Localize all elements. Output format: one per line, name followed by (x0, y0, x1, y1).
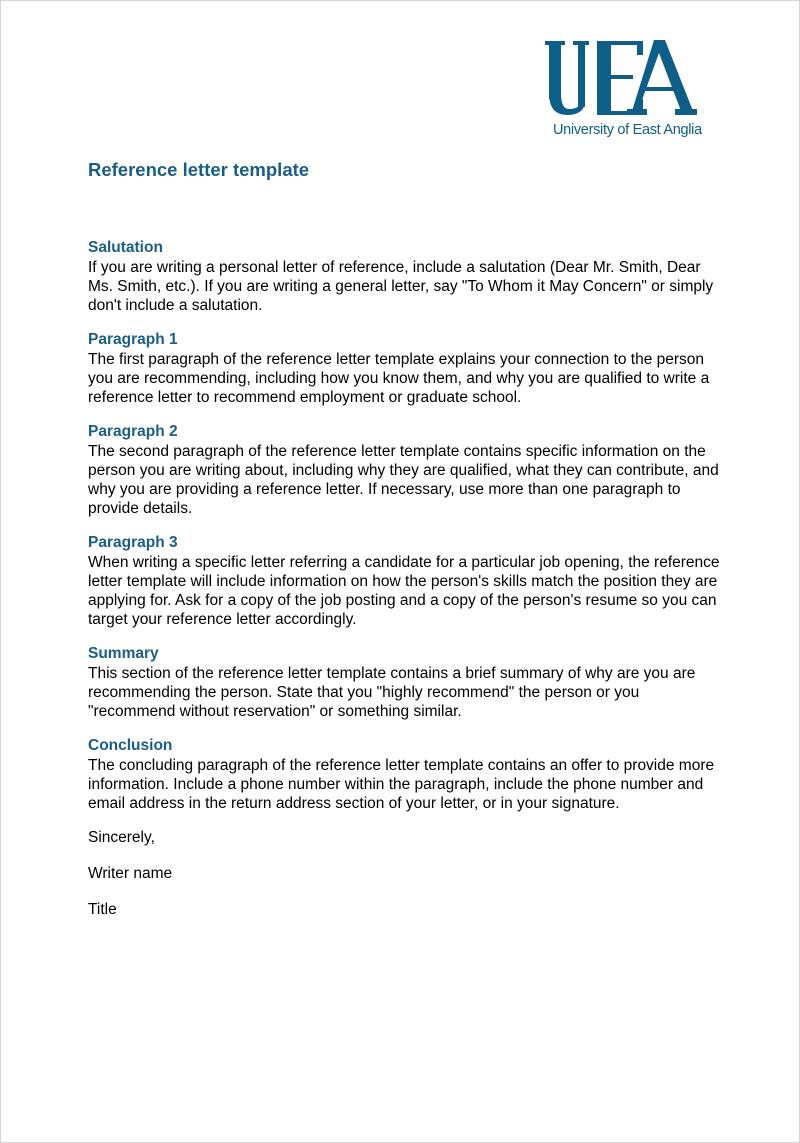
section-heading: Paragraph 3 (88, 534, 178, 551)
uea-monogram-icon (541, 37, 721, 119)
section-paragraph-1 (88, 330, 728, 407)
section-body: This section of the reference letter template contains a brief summary of why are you are recommending the person. State that you "highly recommend" the person or you "recommend without reservation" or something similar. (88, 665, 696, 720)
logo-caption: University of East Anglia (553, 122, 702, 138)
section-heading: Paragraph 1 (88, 331, 178, 348)
section-body: If you are writing a personal letter of reference, include a salutation (Dear Mr. Smith, Dear Ms. Smith, etc.). If you are writing a general letter, say "To Whom it May Concern" or simply don't include a salutation. (88, 259, 714, 314)
section-body: The first paragraph of the reference letter template explains your connection to the person you are recommending, including how you know them, and why you are qualified to write a reference letter to recommend employment or graduate school. (88, 351, 710, 406)
writer-name: Writer name (88, 865, 173, 882)
section-paragraph-3 (88, 533, 728, 629)
section-conclusion (88, 736, 728, 813)
section-heading: Salutation (88, 239, 163, 256)
writer-title: Title (88, 901, 117, 918)
letter-content (88, 238, 728, 936)
valediction: Sincerely, (88, 829, 155, 846)
section-heading: Summary (88, 645, 159, 662)
section-body: The concluding paragraph of the reference letter template contains an offer to provide more information. Include a phone number within the paragraph, include the phone number and email address in the return address section of your letter, or in your signature. (88, 757, 715, 812)
section-body: When writing a specific letter referring a candidate for a particular job opening, the reference letter template will include information on how the person's skills match the position they are applying for. Ask for a copy of the job posting and a copy of the person's resume so you can target your reference letter accordingly. (88, 554, 720, 628)
section-salutation (88, 238, 728, 315)
section-heading: Paragraph 2 (88, 423, 178, 440)
section-body: The second paragraph of the reference letter template contains specific information on the person you are writing about, including why they are qualified, what they can contribute, and why you are providing a reference letter. If necessary, use more than one paragraph to provide details. (88, 443, 719, 517)
section-summary (88, 644, 728, 721)
document-title: Reference letter template (88, 159, 310, 180)
university-logo (541, 37, 721, 141)
section-paragraph-2 (88, 422, 728, 518)
section-heading: Conclusion (88, 737, 173, 754)
